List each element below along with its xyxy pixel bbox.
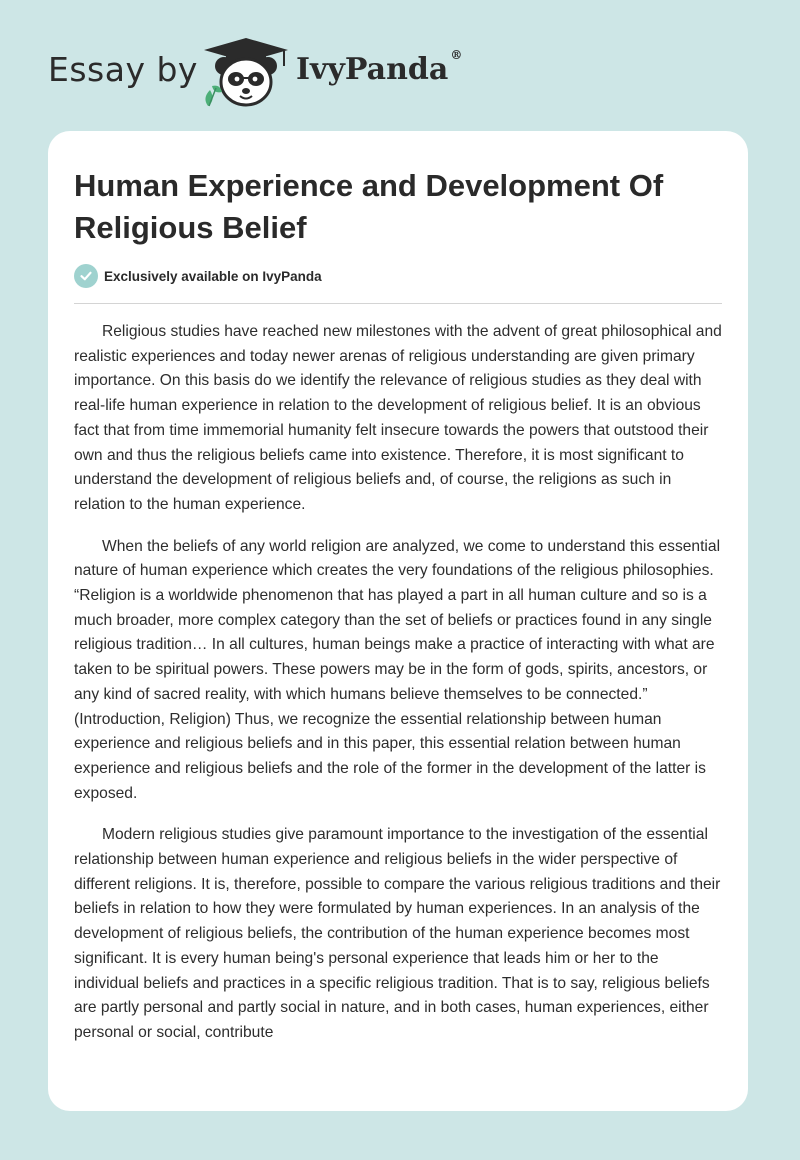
- exclusive-label: Exclusively available on IvyPanda: [104, 268, 322, 284]
- article-title: Human Experience and Development Of Religious Belief: [74, 168, 664, 245]
- paragraph: Modern religious studies give paramount importance to the investigation of the essential relationship between human experience and religious beliefs in the wider perspective of different religions. It is, therefore, possible to compare the various religious traditions and their beliefs in relation to how they were formulated by human experiences. In an analysis of the development of religious beliefs, the contribution of the human experience becomes most significant. It is every human being's personal experience that leads him or her to the individual beliefs and practices in a specific religious tradition. That is to say, religious beliefs are partly personal and partly social in nature, and in both cases, human experiences, either personal or social, contribute: [74, 826, 721, 1041]
- exclusive-badge: [74, 264, 322, 288]
- panda-logo-icon[interactable]: [200, 36, 292, 108]
- paragraph: Religious studies have reached new milestones with the advent of great philosophical and realistic experiences and today newer arenas of religious understanding are given primary importance. On this basis do we identify the relevance of religious studies as they deal with real-life human experience in relation to the development of religious belief. It is an obvious fact that from time immemorial humanity felt insecure towards the powers that outstood their own and thus the religious beliefs came into existence. Therefore, it is most significant to understand the development of religious beliefs and, of course, the religions as such in relation to the human experience.: [74, 323, 722, 513]
- essay-by-label: Essay by: [48, 50, 198, 89]
- divider: [74, 303, 722, 304]
- registered-mark: ®: [450, 48, 463, 62]
- paragraph: When the beliefs of any world religion are analyzed, we come to understand this essential nature of human experience which creates the very foundations of the religious philosophies. “Religion is a worldwide phenomenon that has played a part in all human culture and so is a much broader, more complex category than the set of beliefs or practices found in any single religious tradition… In all cultures, human beings make a practice of interacting with what are taken to be spiritual powers. These powers may be in the form of gods, spirits, ancestors, or any kind of sacred reality, with which humans believe themselves to be connected.” (Introduction, Religion) Thus, we recognize the essential relationship between human experience and religious beliefs and in this paper, this essential relation between human experience and religious beliefs and the role of the former in the development of the latter is exposed.: [74, 537, 721, 802]
- article-card: [48, 131, 748, 1111]
- brand-name[interactable]: IvyPanda ®: [296, 48, 463, 87]
- check-icon: [74, 264, 98, 288]
- site-header: [0, 0, 800, 130]
- article-body: [74, 320, 726, 1063]
